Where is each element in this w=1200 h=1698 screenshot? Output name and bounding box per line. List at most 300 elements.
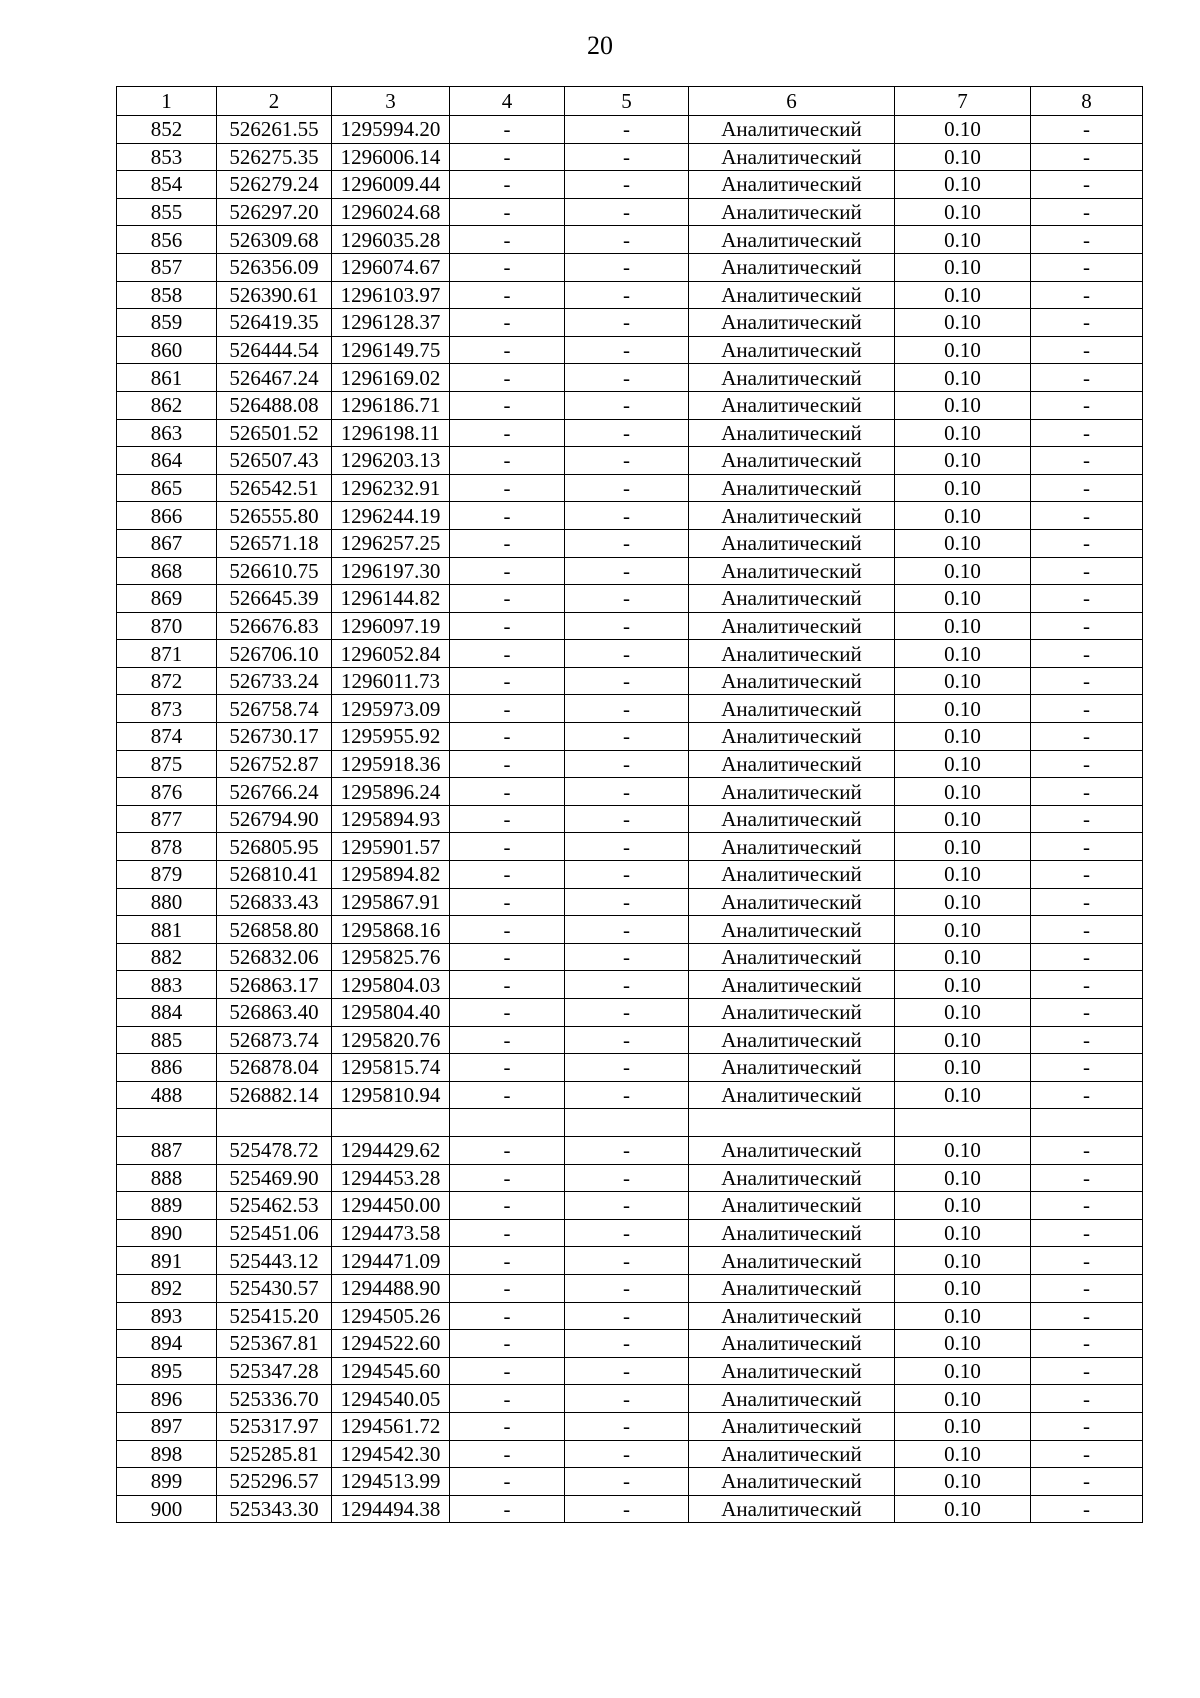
x-coordinate-cell: 526833.43 [217, 888, 332, 916]
accuracy-cell: 0.10 [895, 1330, 1031, 1358]
accuracy-cell: 0.10 [895, 723, 1031, 751]
method-cell: Аналитический [689, 1440, 895, 1468]
column-4-cell: - [450, 1468, 565, 1496]
method-cell: Аналитический [689, 640, 895, 668]
column-4-cell: - [450, 1247, 565, 1275]
column-header: 4 [450, 87, 565, 116]
table-row [117, 585, 1143, 613]
column-header: 5 [565, 87, 689, 116]
method-cell: Аналитический [689, 1219, 895, 1247]
point-number-cell: 857 [117, 253, 217, 281]
column-8-cell: - [1031, 971, 1143, 999]
table-row [117, 447, 1143, 475]
x-coordinate-cell: 526873.74 [217, 1026, 332, 1054]
column-5-cell: - [565, 916, 689, 944]
column-5-cell: - [565, 1219, 689, 1247]
table-row [117, 1385, 1143, 1413]
x-coordinate-cell: 526279.24 [217, 171, 332, 199]
accuracy-cell: 0.10 [895, 281, 1031, 309]
column-4-cell: - [450, 888, 565, 916]
accuracy-cell: 0.10 [895, 1136, 1031, 1164]
column-5-cell: - [565, 309, 689, 337]
column-8-cell: - [1031, 198, 1143, 226]
table-row [117, 695, 1143, 723]
y-coordinate-cell: 1296103.97 [332, 281, 450, 309]
x-coordinate-cell: 526501.52 [217, 419, 332, 447]
x-coordinate-cell: 526810.41 [217, 861, 332, 889]
method-cell: Аналитический [689, 1330, 895, 1358]
method-cell: Аналитический [689, 391, 895, 419]
column-4-cell: - [450, 226, 565, 254]
y-coordinate-cell: 1296257.25 [332, 529, 450, 557]
x-coordinate-cell: 526297.20 [217, 198, 332, 226]
accuracy-cell: 0.10 [895, 1274, 1031, 1302]
accuracy-cell: 0.10 [895, 474, 1031, 502]
point-number-cell: 895 [117, 1357, 217, 1385]
column-8-cell: - [1031, 1495, 1143, 1523]
accuracy-cell: 0.10 [895, 971, 1031, 999]
accuracy-cell: 0.10 [895, 502, 1031, 530]
x-coordinate-cell: 525415.20 [217, 1302, 332, 1330]
x-coordinate-cell: 526706.10 [217, 640, 332, 668]
y-coordinate-cell: 1296024.68 [332, 198, 450, 226]
method-cell: Аналитический [689, 1247, 895, 1275]
table-row [117, 281, 1143, 309]
point-number-cell: 887 [117, 1136, 217, 1164]
column-4-cell: - [450, 640, 565, 668]
column-4-cell [450, 1109, 565, 1137]
y-coordinate-cell: 1295868.16 [332, 916, 450, 944]
table-row [117, 309, 1143, 337]
column-5-cell: - [565, 612, 689, 640]
table-row [117, 1192, 1143, 1220]
column-8-cell: - [1031, 116, 1143, 144]
table-row [117, 612, 1143, 640]
accuracy-cell: 0.10 [895, 1247, 1031, 1275]
coordinates-table [116, 86, 1143, 1523]
column-8-cell [1031, 1109, 1143, 1137]
accuracy-cell: 0.10 [895, 695, 1031, 723]
x-coordinate-cell: 526832.06 [217, 943, 332, 971]
y-coordinate-cell: 1296006.14 [332, 143, 450, 171]
column-8-cell: - [1031, 502, 1143, 530]
x-coordinate-cell: 526571.18 [217, 529, 332, 557]
y-coordinate-cell: 1295894.82 [332, 861, 450, 889]
method-cell: Аналитический [689, 502, 895, 530]
point-number-cell: 881 [117, 916, 217, 944]
column-8-cell: - [1031, 1385, 1143, 1413]
accuracy-cell: 0.10 [895, 253, 1031, 281]
accuracy-cell: 0.10 [895, 1219, 1031, 1247]
y-coordinate-cell: 1296097.19 [332, 612, 450, 640]
accuracy-cell: 0.10 [895, 529, 1031, 557]
accuracy-cell: 0.10 [895, 143, 1031, 171]
method-cell: Аналитический [689, 861, 895, 889]
accuracy-cell: 0.10 [895, 1495, 1031, 1523]
method-cell: Аналитический [689, 1136, 895, 1164]
column-5-cell: - [565, 943, 689, 971]
column-5-cell: - [565, 888, 689, 916]
y-coordinate-cell: 1294473.58 [332, 1219, 450, 1247]
point-number-cell: 896 [117, 1385, 217, 1413]
table-row [117, 143, 1143, 171]
y-coordinate-cell: 1294450.00 [332, 1192, 450, 1220]
column-8-cell: - [1031, 1164, 1143, 1192]
table-row [117, 557, 1143, 585]
column-8-cell: - [1031, 640, 1143, 668]
column-5-cell [565, 1109, 689, 1137]
method-cell: Аналитический [689, 695, 895, 723]
column-4-cell: - [450, 529, 565, 557]
point-number-cell: 897 [117, 1412, 217, 1440]
table-row [117, 502, 1143, 530]
point-number-cell: 879 [117, 861, 217, 889]
point-number-cell: 852 [117, 116, 217, 144]
point-number-cell: 894 [117, 1330, 217, 1358]
accuracy-cell: 0.10 [895, 1468, 1031, 1496]
table-row [117, 1219, 1143, 1247]
method-cell: Аналитический [689, 1164, 895, 1192]
column-5-cell: - [565, 281, 689, 309]
table-row [117, 778, 1143, 806]
point-number-cell: 884 [117, 999, 217, 1027]
column-5-cell: - [565, 474, 689, 502]
x-coordinate-cell: 525478.72 [217, 1136, 332, 1164]
table-row [117, 971, 1143, 999]
method-cell: Аналитический [689, 1054, 895, 1082]
point-number-cell: 869 [117, 585, 217, 613]
x-coordinate-cell: 526467.24 [217, 364, 332, 392]
x-coordinate-cell: 526275.35 [217, 143, 332, 171]
column-4-cell: - [450, 585, 565, 613]
y-coordinate-cell: 1294542.30 [332, 1440, 450, 1468]
method-cell: Аналитический [689, 116, 895, 144]
column-5-cell: - [565, 1192, 689, 1220]
column-4-cell: - [450, 667, 565, 695]
table-row [117, 529, 1143, 557]
column-8-cell: - [1031, 585, 1143, 613]
column-8-cell: - [1031, 474, 1143, 502]
column-8-cell: - [1031, 1330, 1143, 1358]
column-4-cell: - [450, 253, 565, 281]
method-cell: Аналитический [689, 1302, 895, 1330]
x-coordinate-cell: 526507.43 [217, 447, 332, 475]
column-8-cell: - [1031, 419, 1143, 447]
x-coordinate-cell: 526645.39 [217, 585, 332, 613]
column-header: 2 [217, 87, 332, 116]
column-5-cell: - [565, 1468, 689, 1496]
method-cell: Аналитический [689, 1412, 895, 1440]
column-4-cell: - [450, 309, 565, 337]
column-5-cell: - [565, 999, 689, 1027]
column-4-cell: - [450, 833, 565, 861]
y-coordinate-cell: 1295867.91 [332, 888, 450, 916]
table-row [117, 336, 1143, 364]
table-row [117, 391, 1143, 419]
column-5-cell: - [565, 143, 689, 171]
column-header: 7 [895, 87, 1031, 116]
column-5-cell: - [565, 1495, 689, 1523]
y-coordinate-cell: 1296052.84 [332, 640, 450, 668]
column-8-cell: - [1031, 557, 1143, 585]
column-4-cell: - [450, 474, 565, 502]
point-number-cell: 899 [117, 1468, 217, 1496]
table-row [117, 1274, 1143, 1302]
column-8-cell: - [1031, 1357, 1143, 1385]
accuracy-cell: 0.10 [895, 391, 1031, 419]
column-8-cell: - [1031, 1026, 1143, 1054]
column-8-cell: - [1031, 1274, 1143, 1302]
y-coordinate-cell: 1296144.82 [332, 585, 450, 613]
accuracy-cell: 0.10 [895, 750, 1031, 778]
point-number-cell: 872 [117, 667, 217, 695]
accuracy-cell: 0.10 [895, 640, 1031, 668]
method-cell: Аналитический [689, 1468, 895, 1496]
column-8-cell: - [1031, 309, 1143, 337]
x-coordinate-cell: 526882.14 [217, 1081, 332, 1109]
method-cell [689, 1109, 895, 1137]
x-coordinate-cell: 525317.97 [217, 1412, 332, 1440]
point-number-cell: 870 [117, 612, 217, 640]
x-coordinate-cell: 525347.28 [217, 1357, 332, 1385]
column-8-cell: - [1031, 529, 1143, 557]
point-number-cell: 862 [117, 391, 217, 419]
point-number-cell: 898 [117, 1440, 217, 1468]
accuracy-cell: 0.10 [895, 1192, 1031, 1220]
method-cell: Аналитический [689, 1385, 895, 1413]
method-cell: Аналитический [689, 805, 895, 833]
column-5-cell: - [565, 805, 689, 833]
column-8-cell: - [1031, 1192, 1143, 1220]
point-number-cell: 878 [117, 833, 217, 861]
accuracy-cell: 0.10 [895, 943, 1031, 971]
accuracy-cell: 0.10 [895, 1054, 1031, 1082]
method-cell: Аналитический [689, 999, 895, 1027]
table-row [117, 1440, 1143, 1468]
y-coordinate-cell: 1296128.37 [332, 309, 450, 337]
accuracy-cell: 0.10 [895, 778, 1031, 806]
table-row [117, 999, 1143, 1027]
method-cell: Аналитический [689, 226, 895, 254]
method-cell: Аналитический [689, 143, 895, 171]
x-coordinate-cell: 525367.81 [217, 1330, 332, 1358]
y-coordinate-cell: 1295896.24 [332, 778, 450, 806]
x-coordinate-cell: 526419.35 [217, 309, 332, 337]
x-coordinate-cell: 526356.09 [217, 253, 332, 281]
column-4-cell: - [450, 1274, 565, 1302]
column-8-cell: - [1031, 253, 1143, 281]
column-5-cell: - [565, 364, 689, 392]
column-5-cell: - [565, 1081, 689, 1109]
column-5-cell: - [565, 833, 689, 861]
x-coordinate-cell: 526488.08 [217, 391, 332, 419]
column-4-cell: - [450, 695, 565, 723]
column-8-cell: - [1031, 1136, 1143, 1164]
x-coordinate-cell: 526730.17 [217, 723, 332, 751]
accuracy-cell: 0.10 [895, 447, 1031, 475]
point-number-cell: 867 [117, 529, 217, 557]
column-4-cell: - [450, 1385, 565, 1413]
y-coordinate-cell: 1296011.73 [332, 667, 450, 695]
method-cell: Аналитический [689, 364, 895, 392]
method-cell: Аналитический [689, 585, 895, 613]
point-number-cell: 880 [117, 888, 217, 916]
column-5-cell: - [565, 1247, 689, 1275]
y-coordinate-cell: 1296035.28 [332, 226, 450, 254]
method-cell: Аналитический [689, 971, 895, 999]
table-row [117, 750, 1143, 778]
column-8-cell: - [1031, 1219, 1143, 1247]
point-number-cell: 855 [117, 198, 217, 226]
accuracy-cell: 0.10 [895, 419, 1031, 447]
column-8-cell: - [1031, 695, 1143, 723]
point-number-cell: 874 [117, 723, 217, 751]
point-number-cell: 864 [117, 447, 217, 475]
column-4-cell: - [450, 750, 565, 778]
method-cell: Аналитический [689, 557, 895, 585]
table-body [117, 116, 1143, 1523]
point-number-cell: 861 [117, 364, 217, 392]
column-4-cell: - [450, 364, 565, 392]
x-coordinate-cell: 525430.57 [217, 1274, 332, 1302]
table-row [117, 253, 1143, 281]
column-4-cell: - [450, 916, 565, 944]
table-row [117, 805, 1143, 833]
column-5-cell: - [565, 640, 689, 668]
method-cell: Аналитический [689, 943, 895, 971]
y-coordinate-cell: 1295804.03 [332, 971, 450, 999]
column-5-cell: - [565, 1330, 689, 1358]
point-number-cell: 889 [117, 1192, 217, 1220]
page-number: 20 [587, 31, 613, 60]
table-row [117, 1302, 1143, 1330]
x-coordinate-cell [217, 1109, 332, 1137]
point-number-cell: 873 [117, 695, 217, 723]
x-coordinate-cell: 526805.95 [217, 833, 332, 861]
method-cell: Аналитический [689, 447, 895, 475]
table-row [117, 364, 1143, 392]
accuracy-cell: 0.10 [895, 612, 1031, 640]
column-8-cell: - [1031, 861, 1143, 889]
table-row [117, 1495, 1143, 1523]
point-number-cell: 888 [117, 1164, 217, 1192]
column-5-cell: - [565, 1274, 689, 1302]
column-8-cell: - [1031, 1468, 1143, 1496]
column-4-cell: - [450, 1026, 565, 1054]
column-5-cell: - [565, 1164, 689, 1192]
method-cell: Аналитический [689, 1357, 895, 1385]
x-coordinate-cell: 525451.06 [217, 1219, 332, 1247]
y-coordinate-cell: 1296198.11 [332, 419, 450, 447]
point-number-cell: 891 [117, 1247, 217, 1275]
method-cell: Аналитический [689, 916, 895, 944]
point-number-cell: 488 [117, 1081, 217, 1109]
column-8-cell: - [1031, 364, 1143, 392]
y-coordinate-cell: 1296009.44 [332, 171, 450, 199]
accuracy-cell: 0.10 [895, 336, 1031, 364]
y-coordinate-cell: 1294494.38 [332, 1495, 450, 1523]
column-5-cell: - [565, 723, 689, 751]
point-number-cell: 868 [117, 557, 217, 585]
column-4-cell: - [450, 143, 565, 171]
accuracy-cell: 0.10 [895, 198, 1031, 226]
accuracy-cell: 0.10 [895, 1357, 1031, 1385]
accuracy-cell [895, 1109, 1031, 1137]
column-8-cell: - [1031, 1302, 1143, 1330]
table-header-row [117, 87, 1143, 116]
point-number-cell: 860 [117, 336, 217, 364]
column-4-cell: - [450, 999, 565, 1027]
column-4-cell: - [450, 778, 565, 806]
point-number-cell: 886 [117, 1054, 217, 1082]
column-4-cell: - [450, 723, 565, 751]
table-row [117, 171, 1143, 199]
y-coordinate-cell: 1294513.99 [332, 1468, 450, 1496]
column-5-cell: - [565, 198, 689, 226]
table-row [117, 1026, 1143, 1054]
table-row [117, 916, 1143, 944]
column-5-cell: - [565, 1440, 689, 1468]
y-coordinate-cell: 1295994.20 [332, 116, 450, 144]
column-8-cell: - [1031, 1412, 1143, 1440]
column-4-cell: - [450, 171, 565, 199]
method-cell: Аналитический [689, 1081, 895, 1109]
column-4-cell: - [450, 336, 565, 364]
column-5-cell: - [565, 226, 689, 254]
column-8-cell: - [1031, 1081, 1143, 1109]
accuracy-cell: 0.10 [895, 364, 1031, 392]
method-cell: Аналитический [689, 750, 895, 778]
column-8-cell: - [1031, 750, 1143, 778]
method-cell: Аналитический [689, 888, 895, 916]
accuracy-cell: 0.10 [895, 585, 1031, 613]
column-5-cell: - [565, 447, 689, 475]
column-4-cell: - [450, 116, 565, 144]
point-number-cell: 863 [117, 419, 217, 447]
point-number-cell: 853 [117, 143, 217, 171]
column-4-cell: - [450, 447, 565, 475]
x-coordinate-cell: 526542.51 [217, 474, 332, 502]
x-coordinate-cell: 525343.30 [217, 1495, 332, 1523]
accuracy-cell: 0.10 [895, 171, 1031, 199]
x-coordinate-cell: 526758.74 [217, 695, 332, 723]
column-8-cell: - [1031, 612, 1143, 640]
table-row [117, 116, 1143, 144]
column-4-cell: - [450, 198, 565, 226]
column-8-cell: - [1031, 943, 1143, 971]
column-8-cell: - [1031, 336, 1143, 364]
y-coordinate-cell: 1295918.36 [332, 750, 450, 778]
column-8-cell: - [1031, 833, 1143, 861]
column-4-cell: - [450, 557, 565, 585]
column-4-cell: - [450, 1440, 565, 1468]
x-coordinate-cell: 526794.90 [217, 805, 332, 833]
method-cell: Аналитический [689, 198, 895, 226]
table-row [117, 667, 1143, 695]
accuracy-cell: 0.10 [895, 1164, 1031, 1192]
x-coordinate-cell: 526766.24 [217, 778, 332, 806]
point-number-cell: 856 [117, 226, 217, 254]
table-row [117, 640, 1143, 668]
column-4-cell: - [450, 1357, 565, 1385]
column-8-cell: - [1031, 447, 1143, 475]
y-coordinate-cell: 1294471.09 [332, 1247, 450, 1275]
column-5-cell: - [565, 750, 689, 778]
accuracy-cell: 0.10 [895, 999, 1031, 1027]
table-row [117, 1330, 1143, 1358]
table-row [117, 888, 1143, 916]
column-4-cell: - [450, 502, 565, 530]
